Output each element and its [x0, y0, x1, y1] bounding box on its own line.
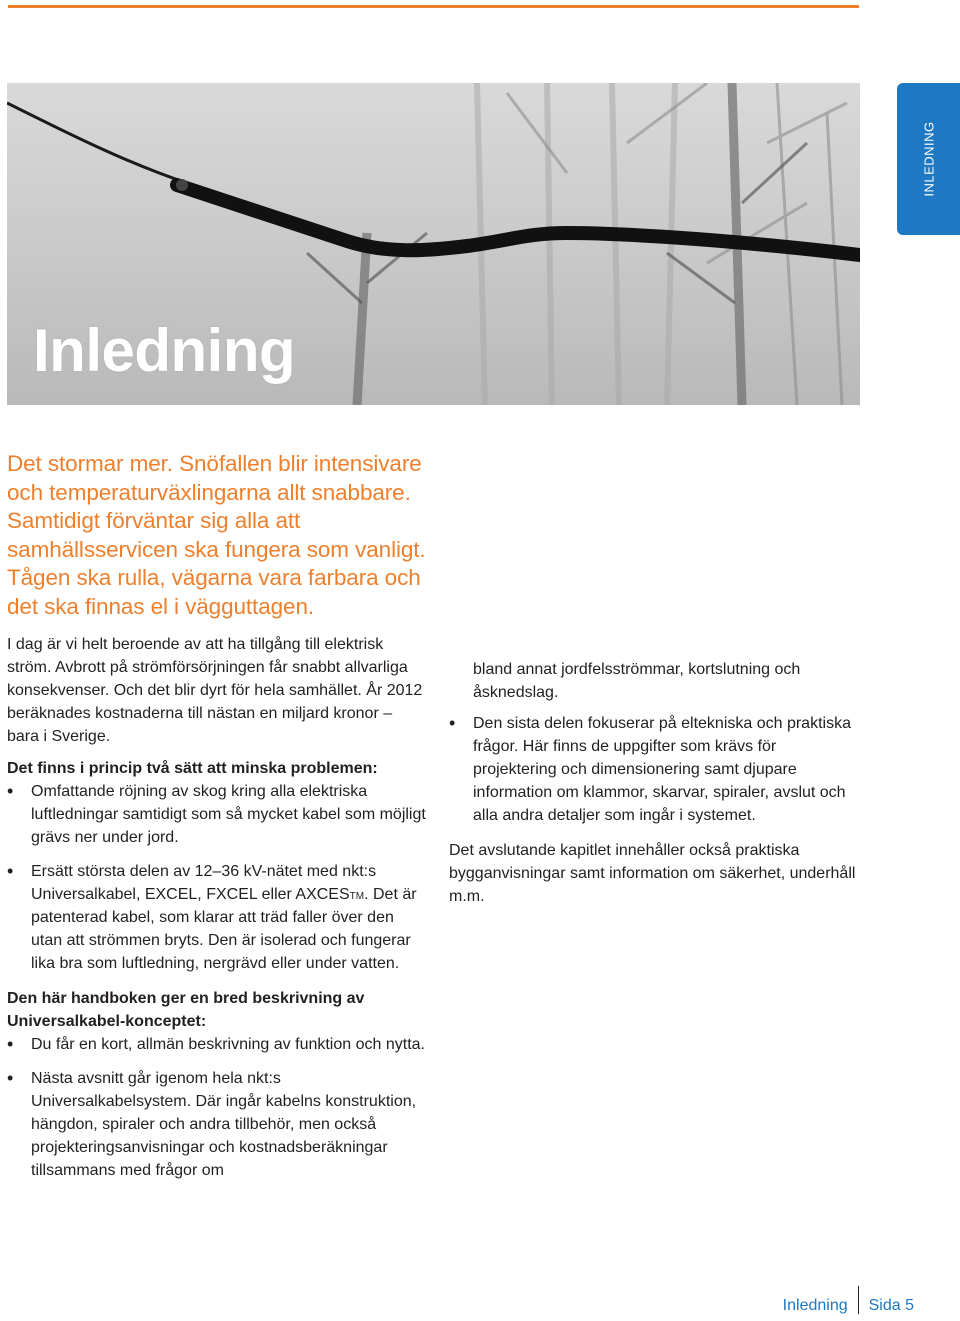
section-heading-handbook: Den här handboken ger en bred beskrivning av Universalkabel-konceptet:: [7, 990, 365, 1030]
list-item: • Den sista delen fokuserar på eltekniska och praktiska frågor. Här finns de uppgifter som krävs för projektering och dimensionering samt djupare information om klammor, skarvar, spiraler, avslut och alla andra detaljer som ingår i systemet.: [449, 712, 859, 827]
handbook-list: [7, 1033, 427, 1182]
trademark-mark: TM: [349, 891, 365, 902]
page-footer: [783, 1292, 914, 1320]
intro-text: Det stormar mer. Snöfallen blir intensivare och temperaturväxlingarna allt snabbare. Samtidigt förväntar sig alla att samhällsservicen ska fungera som vanligt. Tågen ska rulla, vägarna vara farbara och det ska finnas el i vägguttagen.: [7, 451, 426, 619]
chapter-tab[interactable]: [897, 83, 960, 235]
hero-image: [7, 83, 860, 405]
top-rule: [8, 5, 859, 8]
solutions-list: [7, 780, 427, 975]
left-column: [7, 450, 427, 1194]
list-item: • Ersätt största delen av 12–36 kV-nätet med nkt:s Universalkabel, EXCEL, FXCEL eller AXCES™. Det är patenterad kabel, som klarar att träd faller över den utan att strömmen bryts. Den är isolerad och fungerar lika bra som luftledning, nergrävd eller under vatten.: [7, 860, 427, 975]
handbook-list-continued: [449, 658, 859, 827]
list-item-continuation: bland annat jordfelsströmmar, kortslutning och åsknedslag.: [473, 661, 801, 701]
paragraph-dependency: I dag är vi helt beroende av att ha tillgång till elektrisk ström. Avbrott på strömförsörjningen får snabbt allvarliga konsekvenser. Och det blir dyrt för hela samhället. År 2012 beräknades kostnaderna till nästan en miljard kronor – bara i Sverige.: [7, 636, 423, 745]
right-column: [449, 658, 859, 917]
page-title: Inledning: [33, 317, 296, 384]
page-number: Sida 5: [868, 1297, 914, 1314]
section-heading-solutions: Det finns i princip två sätt att minska problemen:: [7, 760, 378, 777]
closing-paragraph: Det avslutande kapitlet innehåller också praktiska bygganvisningar samt information om säkerhet, underhåll m.m.: [449, 842, 856, 905]
chapter-tab-label: INLEDNING: [921, 121, 936, 197]
footer-divider: [858, 1286, 859, 1314]
list-item: • Du får en kort, allmän beskrivning av funktion och nytta.: [7, 1033, 427, 1056]
list-item: • Omfattande röjning av skog kring alla elektriska luftledningar samtidigt som så mycket kabel som möjligt grävs ner under jord.: [7, 780, 427, 849]
footer-chapter: Inledning: [782, 1297, 848, 1314]
list-item: • Nästa avsnitt går igenom hela nkt:s Universalkabelsystem. Där ingår kabelns konstruktion, hängdon, spiraler och andra tillbehör, men också projekteringsanvisningar och kostnadsberäkningar tillsammans med frågor om: [7, 1067, 427, 1182]
